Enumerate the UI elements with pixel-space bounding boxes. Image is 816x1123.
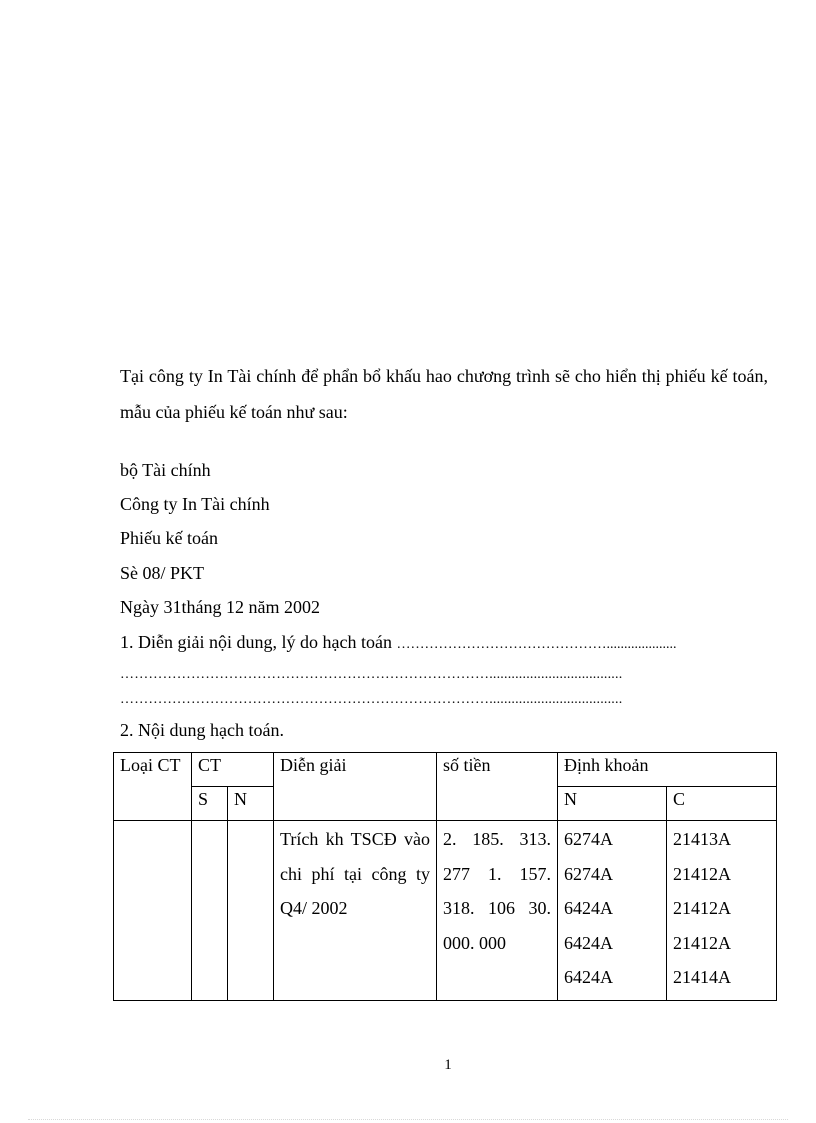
intro-paragraph: Tại công ty In Tài chính để phẩn bổ khấu hao chương trình sẽ cho hiển thị phiếu kế toán, mẫu của phiếu kế toán như sau: [120, 366, 768, 422]
company-name: Công ty In Tài chính [120, 494, 270, 514]
debit-account: 6424A [564, 932, 614, 953]
header-co: C [667, 787, 777, 821]
header-dien-giai: Diễn giải [274, 753, 437, 821]
cell-so-tien: 2. 185. 313. 277 1. 157. 318. 106 30. 000. 000 [437, 821, 558, 1001]
section-1-label: 1. Diễn giải nội dung, lý do hạch toán [120, 632, 397, 652]
credit-account: 21412A [673, 932, 732, 953]
cell-dien-giai: Trích kh TSCĐ vào chi phí tại công ty Q4/ 2002 [274, 821, 437, 1001]
table-row [114, 821, 777, 1001]
debit-account: 6424A [564, 967, 614, 987]
cell-no [558, 821, 667, 1001]
cell-loai-ct [114, 821, 192, 1001]
document-title: Phiếu kế toán [120, 528, 218, 548]
dotted-line-1: …………………………………………………………………….................................... [120, 667, 623, 682]
header-ct-s: S [192, 787, 228, 821]
page-number: 1 [444, 1057, 452, 1073]
header-no: N [558, 787, 667, 821]
section-1-dots: ……………………………………….................... [396, 637, 677, 652]
document-date: Ngày 31tháng 12 năm 2002 [120, 597, 320, 617]
dotted-line-2: …………………………………………………………………….................................... [120, 692, 623, 707]
cell-co [667, 821, 777, 1001]
cell-ct-n [228, 821, 274, 1001]
header-ct: CT [192, 753, 274, 787]
section-2-label: 2. Nội dung hạch toán. [120, 720, 284, 740]
section-1-line [120, 631, 676, 656]
credit-account: 21413A [673, 829, 732, 849]
header-ct-n: N [228, 787, 274, 821]
table-header-row [114, 753, 777, 787]
accounting-entry-table [113, 752, 777, 1001]
header-dinh-khoan: Định khoản [558, 753, 777, 787]
document-number: Sè 08/ PKT [120, 563, 205, 583]
debit-account: 6424A [564, 898, 614, 918]
credit-account: 21414A [673, 967, 732, 987]
debit-account: 6274A [564, 863, 614, 884]
footer-divider [28, 1119, 788, 1120]
debit-account: 6274A [564, 829, 614, 849]
ministry-name: bộ Tài chính [120, 460, 211, 480]
credit-account: 21412A [673, 863, 732, 884]
cell-ct-s [192, 821, 228, 1001]
header-so-tien: số tiền [437, 753, 558, 821]
credit-account: 21412A [673, 898, 732, 918]
header-loai-ct: Loại CT [114, 753, 192, 821]
